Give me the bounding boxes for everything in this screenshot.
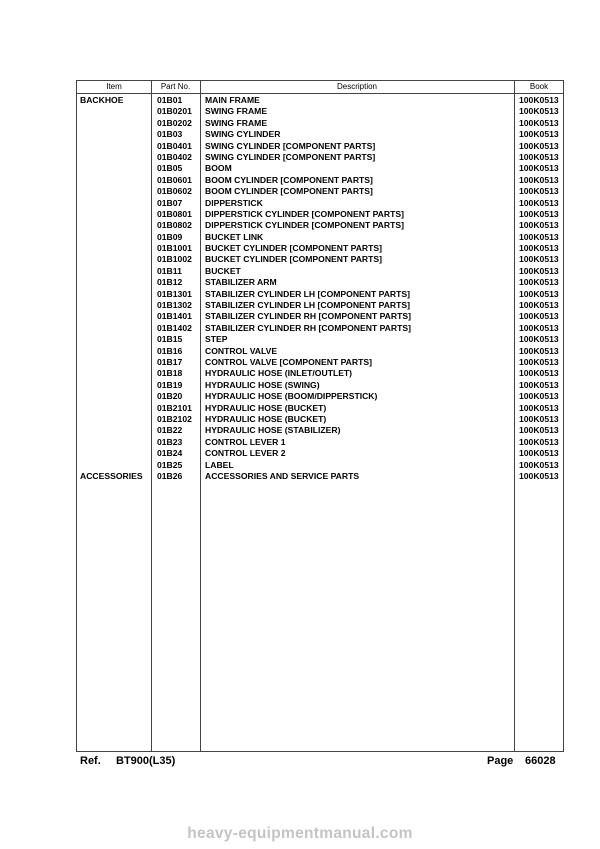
watermark: heavy-equipmentmanual.com	[187, 825, 413, 842]
table-row	[77, 106, 563, 117]
table-row	[77, 243, 563, 254]
table-row	[77, 152, 563, 163]
row-book: 100K0513	[519, 129, 559, 140]
row-description: HYDRAULIC HOSE (BUCKET)	[205, 402, 327, 413]
row-part-no: 01B26	[157, 470, 183, 481]
row-book: 100K0513	[519, 402, 559, 413]
row-part-no: 01B0802	[157, 220, 192, 231]
table-row	[77, 334, 563, 345]
row-part-no: 01B18	[157, 368, 183, 379]
row-part-no: 01B0602	[157, 186, 192, 197]
row-part-no: 01B05	[157, 163, 183, 174]
row-description: HYDRAULIC HOSE (BOOM/DIPPERSTICK)	[205, 391, 378, 402]
table-row	[77, 300, 563, 311]
row-part-no: 01B0401	[157, 140, 192, 151]
table-row	[77, 95, 563, 106]
table-row	[77, 311, 563, 322]
row-part-no: 01B1001	[157, 243, 192, 254]
header-description: Description	[336, 82, 377, 91]
row-description: BOOM CYLINDER [COMPONENT PARTS]	[205, 186, 373, 197]
row-part-no: 01B22	[157, 425, 183, 436]
table-row	[77, 277, 563, 288]
row-item: BACKHOE	[80, 95, 124, 105]
row-book: 100K0513	[519, 174, 559, 185]
table-row	[77, 232, 563, 243]
row-book: 100K0513	[519, 231, 559, 242]
row-book: 100K0513	[519, 186, 559, 197]
row-description: HYDRAULIC HOSE (STABILIZER)	[205, 425, 341, 436]
table-row	[77, 186, 563, 197]
page-label: Page	[487, 755, 514, 767]
table-body	[77, 95, 563, 482]
parts-table	[76, 80, 564, 752]
row-book: 100K0513	[519, 106, 559, 117]
row-book: 100K0513	[519, 163, 559, 174]
row-book: 100K0513	[519, 413, 559, 424]
row-book: 100K0513	[519, 356, 559, 367]
row-book: 100K0513	[519, 334, 559, 345]
table-row	[77, 357, 563, 368]
row-part-no: 01B25	[157, 459, 183, 470]
row-part-no: 01B15	[157, 334, 183, 345]
row-item: ACCESSORIES	[80, 470, 143, 481]
table-row	[77, 391, 563, 402]
row-description: BUCKET LINK	[205, 231, 264, 242]
row-book: 100K0513	[519, 277, 559, 288]
header-part-no: Part No.	[160, 82, 191, 91]
row-part-no: 01B23	[157, 436, 183, 447]
table-row	[77, 437, 563, 448]
row-book: 100K0513	[519, 151, 559, 162]
row-description: SWING FRAME	[205, 106, 268, 117]
row-book: 100K0513	[519, 243, 559, 254]
row-description: CONTROL LEVER 1	[205, 436, 286, 447]
row-part-no: 01B1402	[157, 322, 192, 333]
table-row	[77, 118, 563, 129]
row-book: 100K0513	[519, 470, 559, 481]
row-part-no: 01B01	[157, 95, 183, 105]
row-part-no: 01B0201	[157, 106, 192, 117]
table-row	[77, 380, 563, 391]
row-book: 100K0513	[519, 448, 559, 459]
row-description: LABEL	[205, 459, 234, 470]
table-row	[77, 460, 563, 471]
row-description: STABILIZER ARM	[205, 277, 277, 288]
row-description: HYDRAULIC HOSE (INLET/OUTLET)	[205, 368, 353, 379]
row-description: CONTROL VALVE [COMPONENT PARTS]	[205, 356, 372, 367]
row-part-no: 01B03	[157, 129, 183, 140]
row-description: STABILIZER CYLINDER RH [COMPONENT PARTS]	[205, 311, 411, 322]
row-part-no: 01B12	[157, 277, 183, 288]
row-book: 100K0513	[519, 459, 559, 470]
row-book: 100K0513	[519, 311, 559, 322]
row-description: DIPPERSTICK CYLINDER [COMPONENT PARTS]	[205, 208, 404, 219]
table-row	[77, 471, 563, 482]
row-description: BUCKET	[205, 265, 241, 276]
row-description: BOOM CYLINDER [COMPONENT PARTS]	[205, 174, 373, 185]
header-book: Book	[529, 82, 549, 91]
row-book: 100K0513	[519, 425, 559, 436]
row-part-no: 01B20	[157, 391, 183, 402]
row-book: 100K0513	[519, 208, 559, 219]
row-book: 100K0513	[519, 300, 559, 311]
row-description: HYDRAULIC HOSE (SWING)	[205, 379, 320, 390]
row-description: BUCKET CYLINDER [COMPONENT PARTS]	[205, 254, 382, 265]
ref-label: Ref.	[80, 755, 101, 767]
row-part-no: 01B11	[157, 265, 182, 276]
row-part-no: 01B2102	[157, 413, 192, 424]
row-book: 100K0513	[519, 140, 559, 151]
page-number: 66028	[525, 755, 556, 767]
row-book: 100K0513	[519, 95, 559, 105]
table-row	[77, 163, 563, 174]
table-row	[77, 266, 563, 277]
row-part-no: 01B0801	[157, 208, 192, 219]
row-description: MAIN FRAME	[205, 95, 260, 105]
row-description: STEP	[205, 334, 228, 345]
table-row	[77, 175, 563, 186]
row-book: 100K0513	[519, 220, 559, 231]
ref-value: BT900(L35)	[116, 755, 176, 767]
row-description: CONTROL VALVE	[205, 345, 278, 356]
table-row	[77, 254, 563, 265]
table-row	[77, 346, 563, 357]
row-book: 100K0513	[519, 197, 559, 208]
row-book: 100K0513	[519, 368, 559, 379]
row-part-no: 01B1301	[157, 288, 192, 299]
table-row	[77, 425, 563, 436]
row-description: SWING FRAME	[205, 117, 268, 128]
table-row	[77, 323, 563, 334]
row-part-no: 01B1302	[157, 300, 192, 311]
row-part-no: 01B0402	[157, 151, 192, 162]
row-description: BUCKET CYLINDER [COMPONENT PARTS]	[205, 243, 382, 254]
row-part-no: 01B0202	[157, 117, 192, 128]
table-row	[77, 198, 563, 209]
table-row	[77, 129, 563, 140]
row-description: SWING CYLINDER	[205, 129, 281, 140]
row-part-no: 01B0601	[157, 174, 192, 185]
row-description: SWING CYLINDER [COMPONENT PARTS]	[205, 151, 376, 162]
row-book: 100K0513	[519, 345, 559, 356]
table-row	[77, 414, 563, 425]
row-book: 100K0513	[519, 117, 559, 128]
header-item: Item	[106, 82, 122, 91]
row-book: 100K0513	[519, 391, 559, 402]
table-row	[77, 141, 563, 152]
row-book: 100K0513	[519, 322, 559, 333]
row-description: SWING CYLINDER [COMPONENT PARTS]	[205, 140, 376, 151]
table-row	[77, 220, 563, 231]
row-part-no: 01B1401	[157, 311, 192, 322]
row-description: DIPPERSTICK CYLINDER [COMPONENT PARTS]	[205, 220, 404, 231]
table-row	[77, 289, 563, 300]
row-description: BOOM	[205, 163, 232, 174]
table-row	[77, 448, 563, 459]
row-part-no: 01B19	[157, 379, 183, 390]
row-book: 100K0513	[519, 265, 559, 276]
table-row	[77, 403, 563, 414]
row-description: ACCESSORIES AND SERVICE PARTS	[205, 470, 360, 481]
row-book: 100K0513	[519, 288, 559, 299]
row-part-no: 01B1002	[157, 254, 192, 265]
row-part-no: 01B2101	[157, 402, 192, 413]
row-part-no: 01B17	[157, 356, 183, 367]
row-description: STABILIZER CYLINDER LH [COMPONENT PARTS]	[205, 288, 410, 299]
row-part-no: 01B16	[157, 345, 183, 356]
row-description: STABILIZER CYLINDER LH [COMPONENT PARTS]	[205, 300, 410, 311]
row-book: 100K0513	[519, 379, 559, 390]
row-description: DIPPERSTICK	[205, 197, 263, 208]
table-row	[77, 209, 563, 220]
row-description: STABILIZER CYLINDER RH [COMPONENT PARTS]	[205, 322, 411, 333]
header-divider	[77, 93, 563, 94]
row-description: HYDRAULIC HOSE (BUCKET)	[205, 413, 327, 424]
row-part-no: 01B24	[157, 448, 183, 459]
row-part-no: 01B09	[157, 231, 183, 242]
table-row	[77, 368, 563, 379]
row-description: CONTROL LEVER 2	[205, 448, 286, 459]
row-book: 100K0513	[519, 254, 559, 265]
row-part-no: 01B07	[157, 197, 183, 208]
row-book: 100K0513	[519, 436, 559, 447]
